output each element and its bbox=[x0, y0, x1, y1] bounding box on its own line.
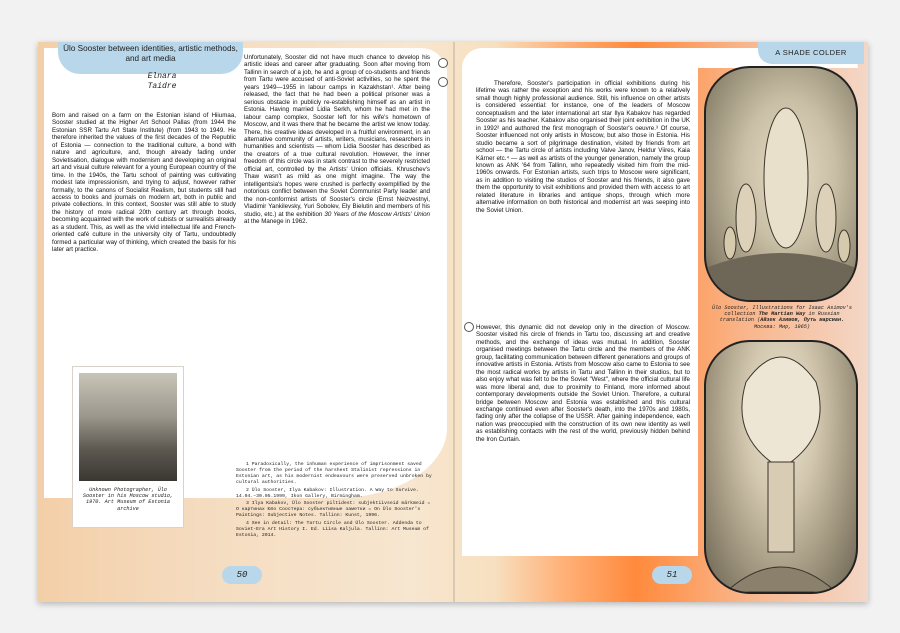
footnote: 1 Paradoxically, the inhuman experience of imprisonment saved Sooster from the period of the harshest Stalinist repressions in Estonian art, as his modernist endeavours were preserved unbroken by cultural authorities. bbox=[236, 462, 432, 485]
body-text: Unfortunately, Sooster did not have much chance to develop his artistic ideas and career after graduating. Soon after moving from Tallinn in search of a job, he and a group of co-students and friends from Tartu were accused of anti-Soviet activities, so he spent the years 1949—1955 in labour camps in Kazakhstan¹. After being released, the fact that he had been a political prisoner was a serious obstacle in publicly re-establishing himself as an artist in Estonia. Having married Lidia Serkh, whom he had met in the labour camp complex, Sooster left for his wife's hometown of Moscow, and it was there that he became the artist we know today. There, his creative ideas developed in a fruitful environment, in an alternative community of artists, writers, musicians, researchers in humanities and scientists — whom Lidia Sooster has described as the creators of a true cultural revolution. However, the inner freedom of this circle was in stark contrast to the severely restricted official art, controlled by the Artists' Union officials. Khruschev's Thaw wasn't as mild as one might imagine. The way the intelligentsia's hopes were crushed is perfectly exemplified by the notorious conflict between the Soviet Communist Party leader and the non-conformist artists of Sooster's circle (Ernst Neizvestnyi, Vladimir Yankilevsky, Yuri Sobolev, Ely Bielutin and members of his studio, etc.) at the exhibition bbox=[244, 54, 430, 218]
caption-russian-title: Айзек Азимов, Путь марсиан. bbox=[760, 317, 845, 324]
footnote: 4 See in detail: The Tartu Circle and Ülo Sooster. Addenda to Soviet-Era Art History I. Ed. Liisa Kaljula. Tallinn: Art Museum of Estonia, 2014. bbox=[236, 521, 429, 538]
caption-text: in Russian translation ( bbox=[719, 311, 840, 324]
photo-caption: Unknown Photographer, Ülo Sooster in his Moscow studio, 1970. Art Museum of Estonia archive bbox=[82, 487, 174, 512]
right-column-1a bbox=[476, 80, 690, 214]
binding-hole bbox=[464, 322, 474, 332]
martian-illustration-bottom bbox=[704, 340, 858, 594]
head-drawing bbox=[706, 342, 856, 592]
author-name: Elnara Taidre bbox=[147, 72, 177, 91]
caption-text: Москва: Мир, 1965) bbox=[753, 323, 811, 330]
martian-illustration-top bbox=[704, 66, 858, 302]
caption-book-title: The Martian Way bbox=[758, 311, 806, 318]
binding-hole bbox=[438, 58, 448, 68]
caption-text: Ülo Sooster, Illustrations for Isaac Asimov's collection bbox=[711, 305, 853, 318]
footnote: 3 Ilya Kabakov, Ülo Sooster piltidest: subjektiivseid märkmeid = О картинах Юло Соостера: субъективные заметки = On Ülo Sooster's Paintings: Subjective Notes. Tallinn: Kunst, 1996. bbox=[236, 501, 431, 519]
spine-gutter bbox=[453, 42, 455, 602]
photo-image bbox=[79, 373, 177, 481]
running-head: A SHADE COLDER bbox=[758, 42, 864, 64]
page-number-right: 51 bbox=[652, 566, 692, 584]
body-paragraph: However, this dynamic did not develop only in the direction of Moscow. Sooster visited his circle of friends in Tartu too, discussing art and creative methods, and the exchange of ideas was mutual. In addition, Sooster organised meetings between the Tartu circle and the members of the ANK group, facilitating communication between different generations and groups of innovative artists in Estonia. Artists from Moscow also came to Estonia to see the most radical works by artists in Tartu and Tallinn in their studios, but to also enjoy what was felt to be the Soviet "West", where the official cultural life was more liberal and, due to proximity to Finland, more informed about contemporary developments outside the Soviet Union. Therefore, a cultural bridge between Moscow and Estonia was established and this cultural exchange continued even after Sooster's death, into the 1970s and 1980s, fading only after the collapse of the USSR. After gaining independence, each nation was preoccupied with the construction of its own new identity as well as establishing contacts with the rest of the world, previously hidden behind the Iron Curtain. bbox=[476, 324, 690, 443]
body-paragraph bbox=[244, 54, 430, 225]
body-paragraph: Therefore, Sooster's participation in official exhibitions during his lifetime was rather the exception and his works were known to a relatively small though highly professional audience. Still, his influence on other artists is considered essential: for instance, one of the leaders of Moscow conceptualism and the later international art star Ilya Kabakov has regarded Sooster as his teacher. Kabakov also organised their joint exhibition in the UK in 1992² and authored the first monograph of Sooster's oeuvre.³ Of course, Sooster influenced not only artists in Moscow, but also those in Estonia. His studio became a sort of pilgrimage destination, visited by friends from art school — the Tartu circle of artists including Valve Janov, Heldur Viires, Kaia Kärner etc.⁴ — as well as artists of the younger generation, namely the group known as ANK '64 from Tallinn, who repeatedly visited him from the mid-1960s onwards. For Estonian artists, such trips to Moscow were significant, as in addition to visiting the studios of Sooster and his friends, it also gave them the opportunity to visit exhibitions and provided them with access to art related literature in libraries and antique shops, through which more alternative information on both historical and modernist art was seeping into the Soviet Union. bbox=[476, 80, 690, 214]
footnote: 2 Ülo Sooster, Ilya Kabakov: Illustration. A Way to Survive. 14.04.–30.05.1999, Ikon Gallery, Birmingham. bbox=[236, 487, 419, 499]
body-paragraph: Born and raised on a farm on the Estonian island of Hiiumaa, Sooster studied at the Higher Art School Pallas (from 1944 the Estonian SSR Tartu Art State Institute) (from 1943 to 1949. He therefore inherited the values of the first decades of the Republic of Estonia — connection to the traditional culture, a bond with nature and agriculture, and, though already fading under Sovietisation, dialogue with modernism and developing an original art and visual culture relevant for a young European country of the time. In the 1940s, the Tartu school of painting was cultivating modest late impressionism, and trying to adjust, however rather formally, to the canons of Socialist Realism, but students still had access to books and journals on modern art, both in public and private collections. In this context, Sooster was still able to study the history of more radical 20th century art through books, becoming acquainted with the work of cubists or surrealists already as a student. This, as well as the vivid intellectual life and French-oriented café culture in the university city of Tartu, undoubtedly formed a particular way of thinking, which created the basis for his later art practice. bbox=[52, 112, 236, 254]
left-column-1 bbox=[52, 112, 236, 254]
studio-photograph bbox=[72, 366, 184, 528]
right-column-1b bbox=[476, 324, 690, 443]
exhibition-title: 30 Years of the Moscow Artists' Union bbox=[324, 210, 430, 218]
page-number-left: 50 bbox=[222, 566, 262, 584]
left-column-2 bbox=[244, 54, 430, 225]
body-text: at the Manege in 1962. bbox=[244, 217, 308, 225]
pod-drawing bbox=[706, 68, 856, 300]
article-title-tab: Ülo Sooster between identities, artistic methods, and art media bbox=[58, 42, 243, 74]
footnotes bbox=[236, 462, 432, 541]
binding-hole bbox=[438, 77, 448, 87]
illustration-caption bbox=[710, 305, 854, 330]
